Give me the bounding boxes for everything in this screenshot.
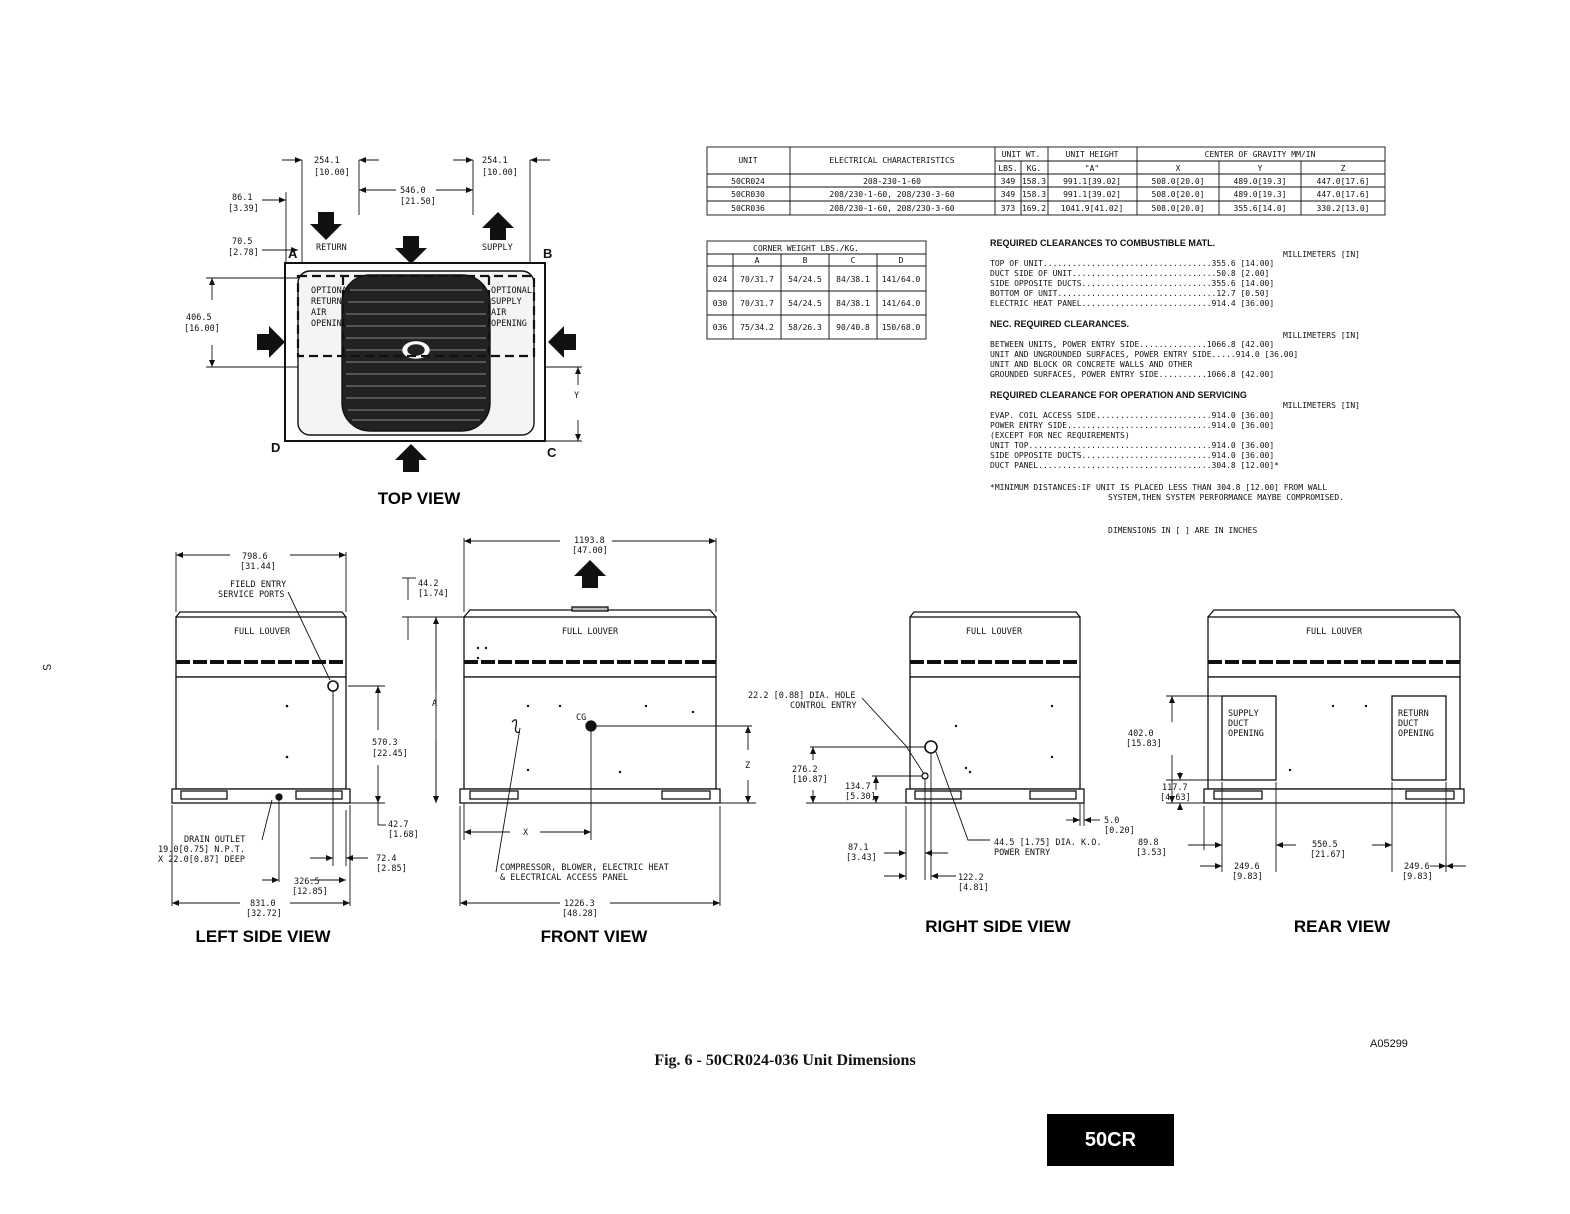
svg-text:Z: [1341, 164, 1346, 173]
svg-text:OPTIONAL: [491, 286, 532, 296]
clearance-units: MILLIMETERS [IN]: [1282, 401, 1360, 410]
return-duct-3: OPENING: [1398, 729, 1434, 739]
figure-id: A05299: [1370, 1038, 1408, 1050]
svg-text:86.1: [232, 193, 252, 203]
clearance-line: UNIT AND BLOCK OR CONCRETE WALLS AND OTHER: [990, 360, 1193, 369]
table-cell: 349: [1000, 190, 1016, 199]
dim-left-b3-in: [12.85]: [292, 887, 328, 897]
dim-rear-b3-in: [9.83]: [1402, 872, 1433, 882]
access-panel-2: & ELECTRICAL ACCESS PANEL: [500, 873, 628, 883]
clearance-line: SIDE OPPOSITE DUCTS...........................914.0 [36.00]: [990, 451, 1275, 460]
clearance-line: DUCT PANEL....................................304.8 [12.00]*: [990, 461, 1279, 470]
clearance-line: GROUNDED SURFACES, POWER ENTRY SIDE..........1066.8 [42.00]: [990, 370, 1275, 379]
table-cell: 508.0[20.0]: [1151, 177, 1205, 186]
clearance-service-title: REQUIRED CLEARANCE FOR OPERATION AND SERVICING: [990, 390, 1247, 400]
table-cell: 141/64.0: [881, 275, 921, 284]
supply-label: SUPPLY: [482, 243, 513, 253]
table-cell: 54/24.5: [788, 299, 822, 308]
dim-right-h2: 134.7: [845, 782, 871, 792]
dim-rear-b0-in: [3.53]: [1136, 848, 1167, 858]
dim-top-f-in: [16.00]: [184, 324, 220, 334]
corner-col-d: D: [898, 256, 904, 265]
dim-front-x: X: [523, 828, 529, 838]
th-lbs: LBS.: [998, 164, 1018, 173]
rear-view-title: REAR VIEW: [1293, 917, 1391, 936]
opt-supply-4: OPENING: [491, 319, 527, 329]
clearance-line: DUCT SIDE OF UNIT..............................50.8 [2.00]: [990, 269, 1270, 278]
dim-front-b: 1226.3: [564, 899, 595, 909]
opt-return-1: OPTIONAL: [311, 286, 352, 296]
svg-text:CENTER OF GRAVITY MM/IN: [1205, 150, 1316, 159]
left-louver-label: FULL LOUVER: [233, 627, 291, 637]
corner-b: B: [543, 246, 553, 261]
svg-text:ELECTRICAL CHARACTERISTICS: [829, 156, 954, 165]
top-view-title: TOP VIEW: [377, 489, 461, 508]
th-y: Y: [1257, 164, 1263, 173]
table-cell: 54/24.5: [788, 275, 822, 284]
clearance-line: TOP OF UNIT...................................355.6 [14.00]: [990, 259, 1275, 268]
dim-top-e-in: [2.78]: [228, 248, 259, 258]
table-cell: 141/64.0: [881, 299, 921, 308]
ko-1: 44.5 [1.75] DIA. K.O.: [994, 838, 1102, 848]
svg-text:[16.00]: [184, 324, 220, 334]
svg-text:OPTIONAL: [311, 286, 352, 296]
clearance-line: UNIT TOP......................................914.0 [36.00]: [990, 441, 1275, 450]
front-louver-label: FULL LOUVER: [561, 627, 619, 637]
dim-rear-b2: 550.5: [1312, 840, 1338, 850]
table-cell: 508.0[20.0]: [1151, 204, 1205, 213]
dim-top-y: Y: [574, 391, 580, 401]
dim-top-b: 254.1: [482, 156, 508, 166]
figure-caption: Fig. 6 - 50CR024-036 Unit Dimensions: [654, 1052, 916, 1069]
table-cell: 1041.9[41.02]: [1060, 204, 1124, 213]
table-cell: 489.0[19.3]: [1233, 190, 1287, 199]
table-cell: 58/26.3: [788, 323, 822, 332]
dim-left-b1: 42.7: [388, 820, 409, 830]
clearance-nec-title: NEC. REQUIRED CLEARANCES.: [990, 319, 1130, 329]
corner-col-b: B: [802, 256, 808, 265]
dim-left-h-in: [22.45]: [372, 749, 408, 759]
svg-text:[3.39]: [228, 204, 259, 214]
dim-top-a: 254.1: [314, 156, 340, 166]
dim-left-h: 570.3: [372, 738, 398, 748]
table-cell: 447.0[17.6]: [1316, 190, 1370, 199]
dim-rear-b1-in: [9.83]: [1232, 872, 1263, 882]
dim-left-b2: 72.4: [376, 854, 397, 864]
clearance-line: EVAP. COIL ACCESS SIDE........................914.0 [36.00]: [990, 411, 1275, 420]
svg-text:OPENING: [311, 319, 347, 329]
table-cell: 208/230-1-60, 208/230-3-60: [829, 190, 955, 199]
table-cell: 50CR036: [731, 204, 765, 213]
opt-return-4: OPENING: [311, 319, 347, 329]
svg-text:RETURN: [316, 243, 347, 253]
table-cell: 208-230-1-60: [863, 177, 921, 186]
th-unit: UNIT: [738, 156, 758, 165]
clearance-line: BETWEEN UNITS, POWER ENTRY SIDE..............1066.8 [42.00]: [990, 340, 1275, 349]
th-weight: UNIT WT.: [1001, 150, 1041, 159]
supply-duct-2: DUCT: [1228, 719, 1249, 729]
opt-return-3: AIR: [311, 308, 327, 318]
left-view-title: LEFT SIDE VIEW: [195, 927, 331, 946]
svg-text:AIR: [311, 308, 327, 318]
dim-right-h2-in: [5.30]: [845, 792, 876, 802]
supply-duct-1: SUPPLY: [1228, 709, 1259, 719]
field-entry-1: FIELD ENTRY: [230, 580, 287, 590]
dim-top-c: 546.0: [400, 186, 426, 196]
dim-right-b2-in: [4.81]: [958, 883, 989, 893]
right-view-title: RIGHT SIDE VIEW: [925, 917, 1071, 936]
th-kg: KG.: [1026, 164, 1042, 173]
unit-table-rows: [731, 177, 1369, 213]
dim-top-a-in: [10.00]: [314, 168, 350, 178]
clearance-line: UNIT AND UNGROUNDED SURFACES, POWER ENTRY SIDE.....914.0 [36.00]: [990, 350, 1299, 359]
dim-top-e: 70.5: [232, 237, 253, 247]
corner-table-title: CORNER WEIGHT LBS./KG.: [753, 244, 859, 253]
clearance-notes: [990, 238, 1360, 535]
units-note: DIMENSIONS IN [ ] ARE IN INCHES: [1108, 526, 1258, 535]
table-cell: 036: [712, 323, 728, 332]
clearance-combustible-title: REQUIRED CLEARANCES TO COMBUSTIBLE MATL.: [990, 238, 1216, 248]
table-cell: 70/31.7: [740, 275, 774, 284]
right-side-view: [906, 612, 1084, 803]
corner-col-c: C: [850, 256, 856, 265]
dim-top-f: 406.5: [186, 313, 212, 323]
dim-front-b-in: [48.28]: [562, 909, 598, 919]
table-cell: 024: [712, 275, 728, 284]
svg-text:SUPPLY: [482, 243, 513, 253]
table-cell: 991.1[39.02]: [1063, 177, 1121, 186]
svg-text:UNIT WT.: [1002, 150, 1041, 159]
table-cell: 90/40.8: [836, 323, 870, 332]
th-z: Z: [1340, 164, 1346, 173]
table-cell: 158.3: [1021, 190, 1047, 199]
side-mark: ഗ: [42, 662, 52, 673]
table-cell: 508.0[20.0]: [1151, 190, 1205, 199]
table-cell: 208/230-1-60, 208/230-3-60: [829, 204, 955, 213]
front-view-title: FRONT VIEW: [540, 927, 648, 946]
table-cell: 70/31.7: [740, 299, 774, 308]
access-panel-1: COMPRESSOR, BLOWER, ELECTRIC HEAT: [500, 863, 669, 873]
dim-front-top: 44.2: [418, 579, 439, 589]
svg-text:[10.00]: [482, 168, 518, 178]
section-badge: 50CR: [1047, 1114, 1174, 1166]
dim-right-s: 5.0: [1104, 816, 1120, 826]
right-louver-label: FULL LOUVER: [965, 627, 1023, 637]
svg-text:[2.78]: [228, 248, 259, 258]
dim-front-top-in: [1.74]: [418, 589, 449, 599]
table-cell: 50CR024: [731, 177, 765, 186]
dim-left-b4: 831.0: [250, 899, 276, 909]
table-cell: 447.0[17.6]: [1316, 177, 1370, 186]
svg-text:OPENING: [491, 319, 527, 329]
drain-2: 19.0[0.75] N.P.T.: [158, 845, 245, 855]
svg-text:TOP VIEW: [378, 489, 461, 508]
svg-text:C: [547, 445, 557, 460]
table-cell: 330.2[13.0]: [1316, 204, 1370, 213]
corner-d: D: [271, 440, 281, 455]
opt-supply-1: OPTIONAL: [491, 286, 532, 296]
dim-front-a: A: [432, 699, 438, 709]
clearance-line: SIDE OPPOSITE DUCTS...........................355.6 [14.00]: [990, 279, 1275, 288]
return-label: RETURN: [316, 243, 347, 253]
minimum-note-2: SYSTEM,THEN SYSTEM PERFORMANCE MAYBE COMPROMISED.: [1108, 493, 1345, 502]
table-cell: 991.1[39.02]: [1063, 190, 1121, 199]
th-height: UNIT HEIGHT: [1065, 150, 1119, 159]
table-cell: 489.0[19.3]: [1233, 177, 1287, 186]
svg-text:[21.50]: [400, 197, 436, 207]
table-cell: 50CR030: [731, 190, 765, 199]
table-cell: 373: [1000, 204, 1016, 213]
clearance-line: POWER ENTRY SIDE..............................914.0 [36.00]: [990, 421, 1275, 430]
dim-left-b4-in: [32.72]: [246, 909, 282, 919]
svg-text:254.1: [314, 156, 340, 166]
svg-text:[10.00]: [314, 168, 350, 178]
clearance-units: MILLIMETERS [IN]: [1282, 250, 1360, 259]
return-duct-2: DUCT: [1398, 719, 1419, 729]
rear-louver-label: FULL LOUVER: [1305, 627, 1363, 637]
dim-right-b1-in: [3.43]: [846, 853, 877, 863]
corner-a: A: [288, 246, 298, 261]
clearance-line: BOTTOM OF UNIT.................................12.7 [0.50]: [990, 289, 1270, 298]
table-cell: 030: [712, 299, 728, 308]
svg-text:"A": [1085, 164, 1099, 173]
svg-text:A: [288, 246, 298, 261]
dim-rear-b2-in: [21.67]: [1310, 850, 1346, 860]
clearance-line: ELECTRIC HEAT PANEL...........................914.4 [36.00]: [990, 299, 1275, 308]
svg-text:Y: [574, 391, 579, 401]
opt-supply-3: AIR: [491, 308, 507, 318]
svg-text:AIR: [491, 308, 507, 318]
dim-right-h1-in: [10.87]: [792, 775, 828, 785]
left-side-view: [172, 612, 350, 803]
dim-front-w-in: [47.00]: [572, 546, 608, 556]
clearance-line: (EXCEPT FOR NEC REQUIREMENTS): [990, 431, 1130, 440]
dim-top-d: 86.1: [232, 193, 253, 203]
dim-rear-h1: 402.0: [1128, 729, 1154, 739]
svg-text:SUPPLY: [491, 297, 522, 307]
dim-rear-b3: 249.6: [1404, 862, 1430, 872]
dim-right-b1: 87.1: [848, 843, 869, 853]
table-cell: 75/34.2: [740, 323, 774, 332]
th-cog: CENTER OF GRAVITY MM/IN: [1204, 150, 1316, 159]
dim-right-h1: 276.2: [792, 765, 818, 775]
supply-duct-3: OPENING: [1228, 729, 1264, 739]
th-x: X: [1175, 164, 1181, 173]
clearance-units: MILLIMETERS [IN]: [1282, 331, 1360, 340]
svg-text:KG.: [1027, 164, 1041, 173]
dim-front-z: Z: [745, 761, 751, 771]
table-cell: 349: [1000, 177, 1016, 186]
dim-top-b-in: [10.00]: [482, 168, 518, 178]
dim-rear-b1: 249.6: [1234, 862, 1260, 872]
svg-text:RETURN: [311, 297, 342, 307]
svg-text:UNIT HEIGHT: [1066, 150, 1119, 159]
dim-rear-h1-in: [15.83]: [1126, 739, 1162, 749]
return-duct-1: RETURN: [1398, 709, 1429, 719]
svg-text:B: [543, 246, 552, 261]
dim-top-c-in: [21.50]: [400, 197, 436, 207]
hole-2: CONTROL ENTRY: [790, 701, 857, 711]
dim-right-s-in: [0.20]: [1104, 826, 1135, 836]
drain-1: DRAIN OUTLET: [184, 835, 246, 845]
dim-right-b2: 122.2: [958, 873, 984, 883]
cg-label: CG: [576, 713, 587, 723]
table-cell: 84/38.1: [836, 275, 870, 284]
svg-text:254.1: [482, 156, 508, 166]
hole-1: 22.2 [0.88] DIA. HOLE: [748, 691, 856, 701]
dim-top-d-in: [3.39]: [228, 204, 259, 214]
th-electrical: ELECTRICAL CHARACTERISTICS: [829, 156, 955, 165]
dim-rear-h2: 117.7: [1162, 783, 1188, 793]
table-cell: 150/68.0: [881, 323, 921, 332]
dim-left-w-in: [31.44]: [240, 562, 276, 572]
svg-text:LBS.: [998, 164, 1017, 173]
dim-left-b3: 326.5: [294, 877, 320, 887]
svg-text:D: [271, 440, 280, 455]
dim-rear-h2-in: [4.63]: [1160, 793, 1191, 803]
svg-text:Y: [1258, 164, 1263, 173]
field-entry-2: SERVICE PORTS: [218, 590, 285, 600]
dim-rear-b0: 89.8: [1138, 838, 1159, 848]
ko-2: POWER ENTRY: [994, 848, 1051, 858]
opt-return-2: RETURN: [311, 297, 342, 307]
svg-text:406.5: [186, 313, 212, 323]
dim-left-b1-in: [1.68]: [388, 830, 419, 840]
corner-col-a: A: [754, 256, 760, 265]
table-cell: 158.3: [1021, 177, 1047, 186]
svg-text:546.0: [400, 186, 426, 196]
svg-text:70.5: [232, 237, 252, 247]
th-a: "A": [1084, 164, 1100, 173]
table-cell: 84/38.1: [836, 299, 870, 308]
dim-front-w: 1193.8: [574, 536, 605, 546]
minimum-note-1: *MINIMUM DISTANCES:IF UNIT IS PLACED LESS THAN 304.8 [12.00] FROM WALL: [990, 483, 1328, 492]
dim-left-w: 798.6: [242, 552, 268, 562]
opt-supply-2: SUPPLY: [491, 297, 522, 307]
table-cell: 169.2: [1021, 204, 1047, 213]
table-cell: 355.6[14.0]: [1233, 204, 1287, 213]
svg-text:X: [1176, 164, 1181, 173]
corner-c: C: [547, 445, 557, 460]
dim-left-b2-in: [2.85]: [376, 864, 407, 874]
drain-3: X 22.0[0.87] DEEP: [158, 855, 245, 865]
svg-text:UNIT: [738, 156, 757, 165]
